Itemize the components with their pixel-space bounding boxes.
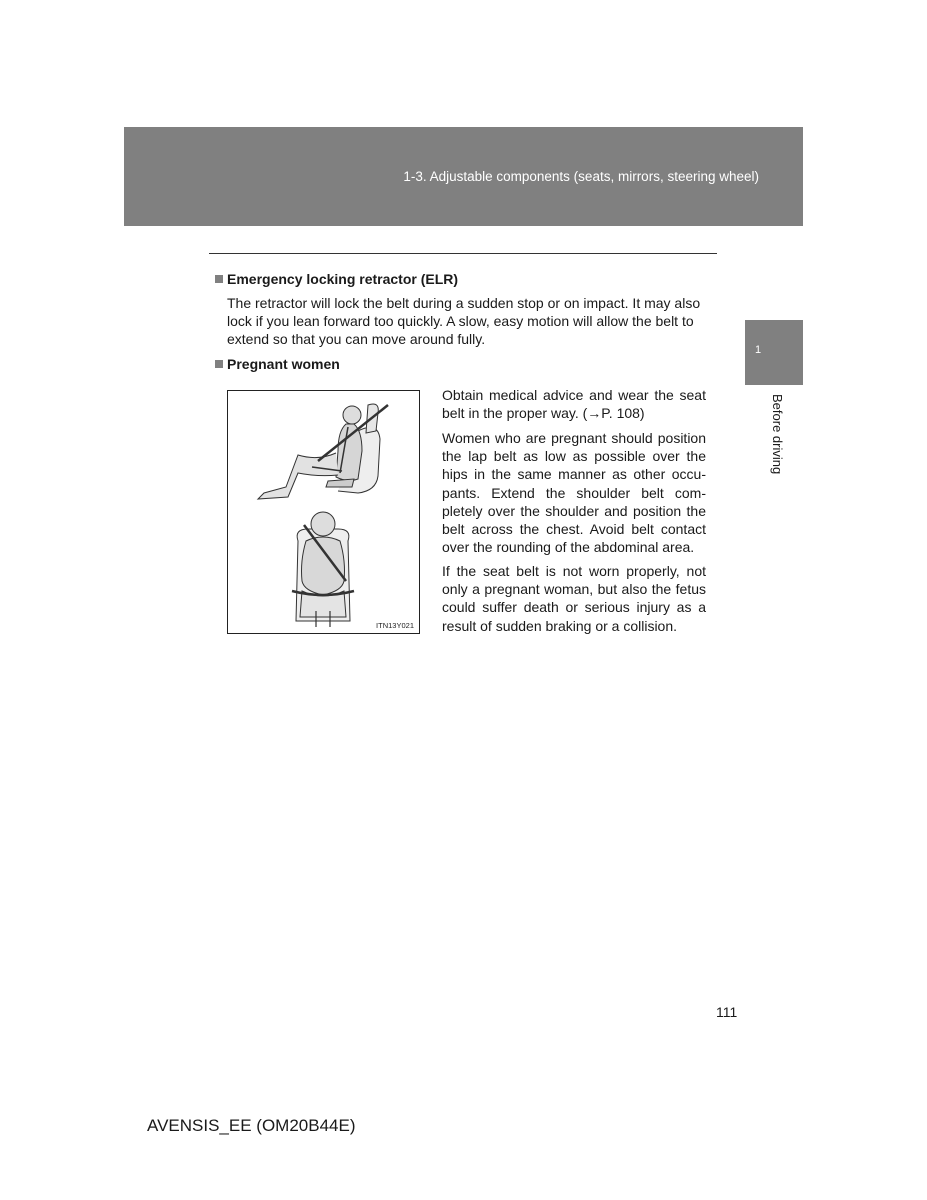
header-band	[124, 127, 803, 226]
square-bullet-icon	[215, 360, 223, 368]
pregnant-para-1: Obtain medical advice and wear the seat belt in the proper way. (→P. 108)	[442, 387, 706, 422]
heading-pregnant-text: Pregnant women	[227, 356, 340, 372]
pregnant-para-3: If the seat belt is not worn properly, not only a pregnant woman, but also the fetus could suffer death or serious injury as a result of sudden braking or a collision.	[442, 563, 706, 634]
heading-elr-text: Emergency locking retractor (ELR)	[227, 271, 459, 287]
pregnant-para-2: Women who are pregnant should position the lap belt as low as possible over the hips in the same manner as other occu-pants. Extend the shoulder belt com-pletely over the shoulder and position the belt across the chest. Avoid belt contact over the rounding of the abdominal area.	[442, 430, 706, 556]
heading-elr	[215, 271, 458, 287]
figure-code: ITN13Y021	[376, 621, 414, 630]
section-title: 1-3. Adjustable components (seats, mirrors, steering wheel)	[403, 169, 759, 184]
heading-pregnant	[215, 356, 340, 372]
chapter-number: 1	[755, 344, 762, 356]
page-number: 111	[716, 1004, 738, 1020]
pregnant-seatbelt-illustration	[228, 391, 419, 633]
chapter-tab	[745, 320, 803, 385]
divider	[209, 253, 717, 254]
chapter-label: Before driving	[770, 394, 785, 475]
footer-model: AVENSIS_EE (OM20B44E)	[147, 1116, 356, 1135]
square-bullet-icon	[215, 275, 223, 283]
elr-body: The retractor will lock the belt during a sudden stop or on impact. It may also lock if you lean forward too quickly. A slow, easy motion will allow the belt to extend so that you can move around fully.	[227, 295, 701, 348]
illustration-pregnant-seatbelt	[227, 390, 420, 634]
